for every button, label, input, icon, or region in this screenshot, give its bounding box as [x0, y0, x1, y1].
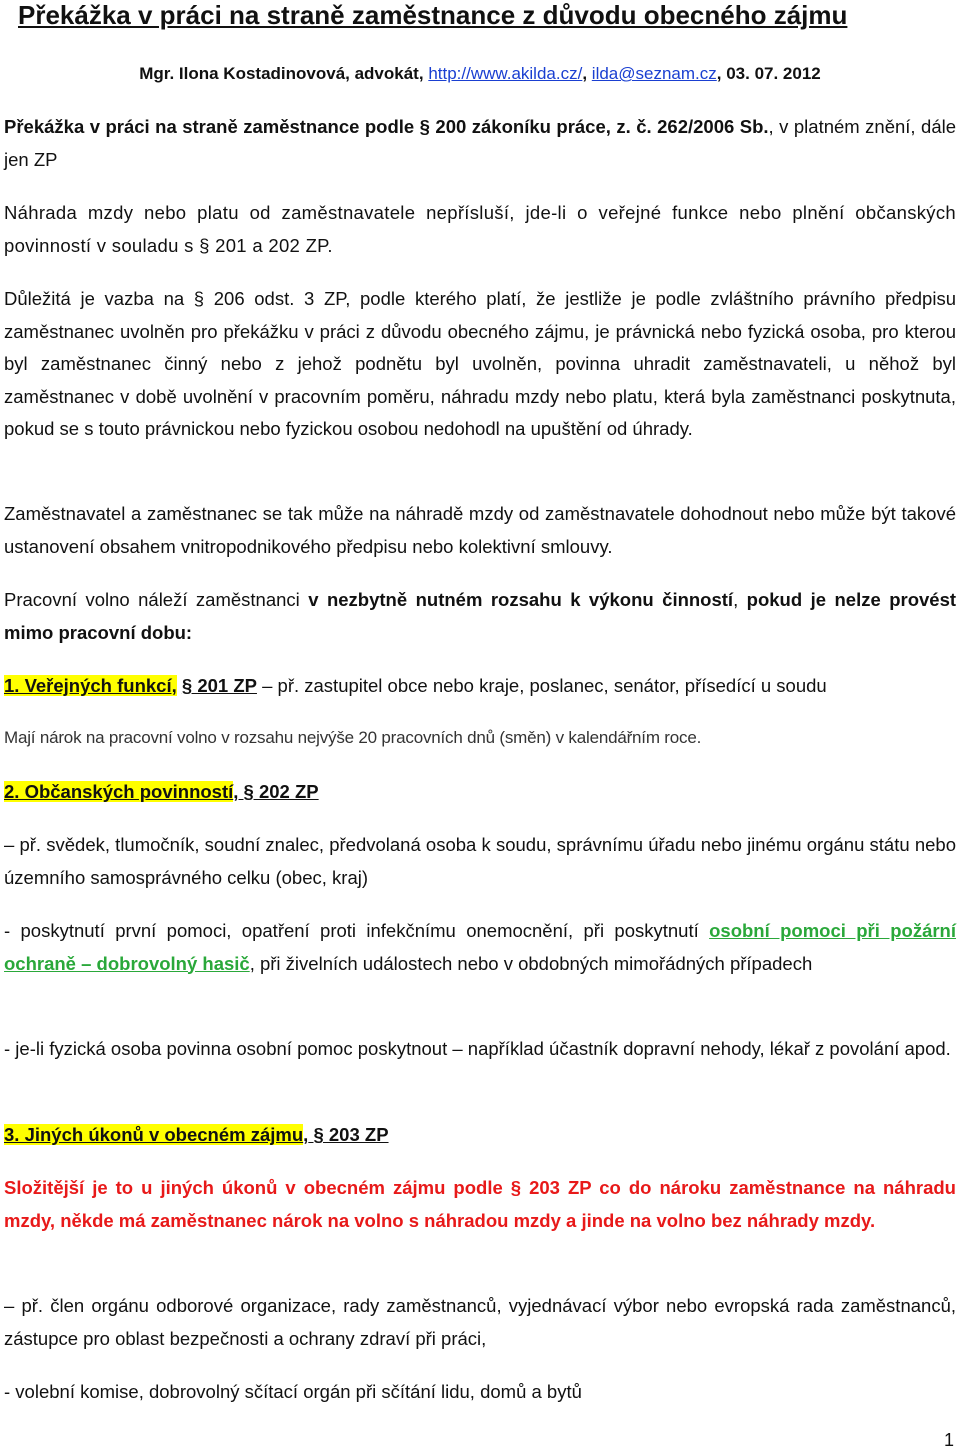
section-3-paragraph-1: – př. člen orgánu odborové organizace, rady zaměstnanců, vyjednávací výbor nebo evropská rada zaměstnanců, zástupce pro oblast bezpečnosti a ochrany zdraví při práci, — [4, 1295, 956, 1349]
volno-bold-2: pokud je nelze provést mimo pracovní dobu: — [4, 589, 957, 643]
section-2-p2-rest: , při živelních událostech nebo v obdobných mimořádných případech — [249, 952, 813, 974]
volno-comma: , — [733, 589, 747, 610]
section-3-title: 3. Jiných úkonů v obecném zájmu — [4, 1124, 304, 1145]
section-1-note: Mají nárok na pracovní volno v rozsahu nejvýše 20 pracovních dnů (směn) v kalendářním roce. — [4, 728, 702, 747]
green-highlight-text: osobní pomoci při požární ochraně – dobrovolný hasič — [4, 920, 957, 974]
section-3-warning: Složitější je to u jiných úkonů v obecném zájmu podle § 203 ZP co do nároku zaměstnance na náhradu mzdy, někde má zaměstnanec nárok na volno s náhradou mzdy a jinde na volno bez náhrady mzdy. — [4, 1177, 956, 1231]
byline-author: Mgr. Ilona Kostadinovová, advokát, — [139, 64, 424, 83]
paragraph-nahrada: Náhrada mzdy nebo platu od zaměstnavatele nepřísluší, jde-li o veřejné funkce nebo plnění občanských povinností v souladu s § 201 a 202 ZP. — [4, 202, 956, 256]
section-2-paragraph-3: - je-li fyzická osoba povinna osobní pomoc poskytnout – například účastník dopravní nehody, lékař z povolání apod. — [4, 1038, 951, 1059]
section-3-heading — [4, 1119, 956, 1152]
section-2-heading — [4, 776, 956, 809]
section-2-paragraph-2 — [4, 915, 956, 980]
intro-paragraph — [4, 111, 956, 176]
page-number: 1 — [943, 1430, 954, 1450]
paragraph-volno — [4, 584, 956, 649]
section-2-ref: , § 202 ZP — [233, 781, 319, 802]
volno-text: Pracovní volno náleží zaměstnanci — [4, 589, 309, 610]
byline — [0, 62, 960, 86]
intro-bold: Překážka v práci na straně zaměstnance podle § 200 zákoníku práce, z. č. 262/2006 Sb. — [4, 116, 769, 137]
section-3-comma: , — [303, 1124, 309, 1145]
page-title: Překážka v práci na straně zaměstnance z důvodu obecného zájmu — [18, 0, 848, 30]
paragraph-vazba: Důležitá je vazba na § 206 odst. 3 ZP, podle kterého platí, že jestliže je podle zvláštního právního předpisu zaměstnanec uvolněn pro překážku v práci z důvodu obecného zájmu, je právnická nebo fyzická osoba, pro kterou byl zaměstnanec činný nebo z jehož podnětu byl uvolněn, povinna uhradit zaměstnavateli, u něhož byl zaměstnanec v době uvolnění v pracovním poměru, náhradu mzdy nebo platu, která byla zaměstnanci poskytnuta, pokud se s touto právnickou nebo fyzickou osobou nedohodl na upuštění od úhrady. — [4, 288, 956, 439]
section-2-title: 2. Občanských povinností — [4, 781, 234, 802]
section-1-ref: § 201 ZP — [181, 675, 257, 696]
section-3-ref: § 203 ZP — [308, 1124, 389, 1145]
section-3-paragraph-2: - volební komise, dobrovolný sčítací orgán při sčítání lidu, domů a bytů — [4, 1381, 582, 1402]
website-link[interactable]: http://www.akilda.cz/ — [428, 64, 583, 83]
section-1-title: 1. Veřejných funkcí, — [4, 675, 177, 696]
section-2-p2-text: - poskytnutí první pomoci, opatření proti infekčnímu onemocnění, při poskytnutí — [4, 920, 710, 941]
section-1-examples: – př. zastupitel obce nebo kraje, poslanec, senátor, přísedící u soudu — [256, 675, 827, 696]
byline-separator: , — [582, 64, 588, 83]
section-2-paragraph-1: – př. svědek, tlumočník, soudní znalec, předvolaná osoba k soudu, správnímu úřadu nebo jinému orgánu státu nebo územního samosprávného celku (obec, kraj) — [4, 834, 956, 888]
intro-rest: , v platném znění, dále jen ZP — [4, 116, 957, 170]
email-link[interactable]: ilda@seznam.cz — [591, 64, 717, 83]
paragraph-dohoda: Zaměstnavatel a zaměstnanec se tak může na náhradě mzdy od zaměstnavatele dohodnout nebo může být takové ustanovení obsahem vnitropodnikového předpisu nebo kolektivní smlouvy. — [4, 503, 956, 557]
volno-bold-1: v nezbytně nutném rozsahu k výkonu činností — [308, 589, 734, 610]
section-1-heading — [4, 670, 956, 703]
byline-date: , 03. 07. 2012 — [716, 64, 821, 83]
